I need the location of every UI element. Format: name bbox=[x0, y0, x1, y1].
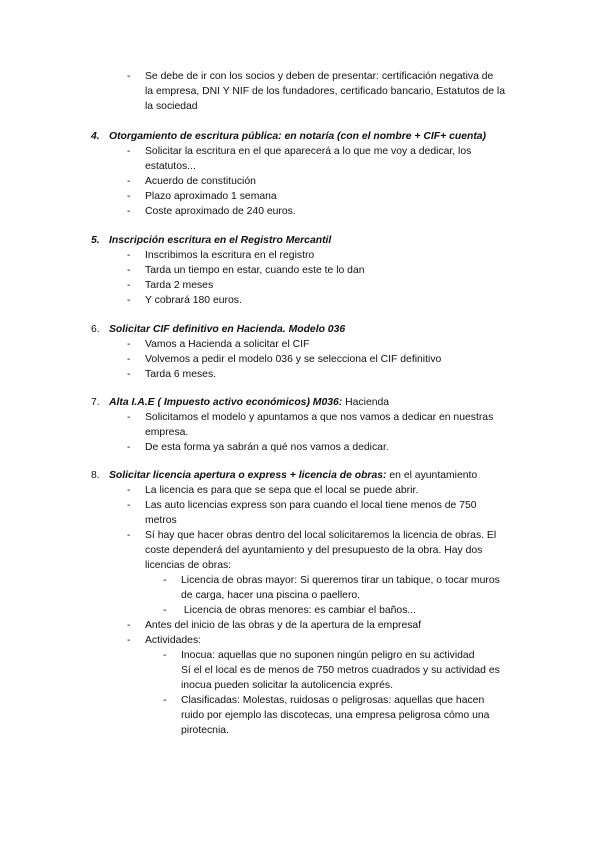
section-number: 6. bbox=[91, 324, 100, 335]
list-dash: - bbox=[127, 295, 131, 306]
list-dash: - bbox=[127, 354, 131, 365]
sub-list-item-text: de carga, hacer una piscina o paellero. bbox=[181, 590, 361, 601]
list-dash: - bbox=[127, 635, 131, 646]
list-item-text: la sociedad bbox=[145, 101, 198, 112]
section-number: 4. bbox=[91, 131, 100, 142]
list-item-text: coste dependerá del ayuntamiento y del presupuesto de la obra. Hay dos bbox=[145, 545, 483, 556]
list-dash: - bbox=[127, 500, 131, 511]
list-item-text: Las auto licencias express son para cuando el local tiene menos de 750 bbox=[145, 500, 477, 511]
section-number: 5. bbox=[91, 235, 100, 246]
list-dash: - bbox=[127, 442, 131, 453]
sub-list-item-text: Licencia de obras mayor: Si queremos tirar un tabique, o tocar muros bbox=[181, 575, 500, 586]
list-dash: - bbox=[127, 369, 131, 380]
list-item-text: Antes del inicio de las obras y de la apertura de la empresaf bbox=[145, 620, 422, 631]
list-dash: - bbox=[127, 280, 131, 291]
sub-list-item-text: Clasificadas: Molestas, ruidosas o peligrosas: aquellas que hacen bbox=[181, 695, 485, 706]
section-number: 7. bbox=[91, 397, 100, 408]
list-dash: - bbox=[127, 146, 131, 157]
list-dash: - bbox=[127, 176, 131, 187]
sub-list-item-text: pirotecnia. bbox=[181, 725, 229, 736]
section-number: 8. bbox=[91, 470, 100, 481]
sub-list-item-text: Licencia de obras menores: es cambiar el baños... bbox=[181, 605, 417, 616]
sub-list-dash: - bbox=[163, 650, 167, 661]
section-heading: Solicitar licencia apertura o express + licencia de obras: bbox=[109, 470, 387, 481]
section-heading: Otorgamiento de escritura pública: en notaría (con el nombre + CIF+ cuenta) bbox=[109, 131, 487, 142]
list-item-text: licencias de obras: bbox=[145, 560, 232, 571]
section-heading-line bbox=[109, 396, 389, 410]
list-item-text: metros bbox=[145, 515, 177, 526]
list-dash: - bbox=[127, 412, 131, 423]
list-item-text: Volvemos a pedir el modelo 036 y se selecciona el CIF definitivo bbox=[145, 354, 442, 365]
list-dash: - bbox=[127, 250, 131, 261]
section-heading-line bbox=[109, 469, 477, 483]
list-dash: - bbox=[127, 620, 131, 631]
list-item-text: Vamos a Hacienda a solicitar el CIF bbox=[145, 339, 310, 350]
list-item-text: Tarda un tiempo en estar, cuando este te lo dan bbox=[145, 265, 365, 276]
list-item-text: Solicitamos el modelo y apuntamos a que nos vamos a dedicar en nuestras bbox=[145, 412, 494, 423]
list-item-text: Se debe de ir con los socios y deben de presentar: certificación negativa de bbox=[145, 71, 494, 82]
sub-list-dash: - bbox=[163, 695, 167, 706]
list-dash: - bbox=[127, 530, 131, 541]
list-item-text: la empresa, DNI Y NIF de los fundadores, certificado bancario, Estatutos de la bbox=[145, 86, 506, 97]
list-item-text: Sí hay que hacer obras dentro del local solicitaremos la licencia de obras. El bbox=[145, 530, 497, 541]
list-dash: - bbox=[127, 485, 131, 496]
sub-list-dash: - bbox=[163, 575, 167, 586]
section-heading-suffix: en el ayuntamiento bbox=[386, 470, 478, 481]
sub-list-item-text: Inocua: aquellas que no suponen ningún peligro en su actividad bbox=[181, 650, 475, 661]
list-dash: - bbox=[127, 265, 131, 276]
section-heading: Alta I.A.E ( Impuesto activo económicos) M036: bbox=[109, 397, 343, 408]
list-item-text: estatutos... bbox=[145, 161, 196, 172]
list-item-text: Tarda 6 meses. bbox=[145, 369, 217, 380]
list-item-text: Inscribimos la escritura en el registro bbox=[145, 250, 315, 261]
sub-list-item-text: inocua pueden solicitar la autolicencia exprés. bbox=[181, 680, 393, 691]
section-heading: Solicitar CIF definitivo en Hacienda. Modelo 036 bbox=[109, 324, 346, 335]
section-heading-suffix: Hacienda bbox=[342, 397, 390, 408]
list-dash: - bbox=[127, 191, 131, 202]
list-item-text: Solicitar la escritura en el que aparecerá a lo que me voy a dedicar, los bbox=[145, 146, 472, 157]
list-item-text: Actividades: bbox=[145, 635, 202, 646]
list-item-text: Acuerdo de constitución bbox=[145, 176, 256, 187]
sub-list-dash: - bbox=[163, 605, 167, 616]
list-dash: - bbox=[127, 339, 131, 350]
list-item-text: Plazo aproximado 1 semana bbox=[145, 191, 277, 202]
list-item-text: La licencia es para que se sepa que el local se puede abrir. bbox=[145, 485, 419, 496]
list-item-text: Y cobrará 180 euros. bbox=[145, 295, 242, 306]
sub-list-item-text: ruido por ejemplo las discotecas, una empresa peligrosa cómo una bbox=[181, 710, 490, 721]
list-dash: - bbox=[127, 71, 131, 82]
list-item-text: empresa. bbox=[145, 427, 189, 438]
list-item-text: Coste aproximado de 240 euros. bbox=[145, 206, 296, 217]
list-dash: - bbox=[127, 206, 131, 217]
sub-list-item-text: Sí el el local es de menos de 750 metros cuadrados y su actividad es bbox=[181, 665, 500, 676]
section-heading: Inscripción escritura en el Registro Mercantil bbox=[109, 235, 332, 246]
list-item-text: De esta forma ya sabrán a qué nos vamos a dedicar. bbox=[145, 442, 389, 453]
list-item-text: Tarda 2 meses bbox=[145, 280, 214, 291]
